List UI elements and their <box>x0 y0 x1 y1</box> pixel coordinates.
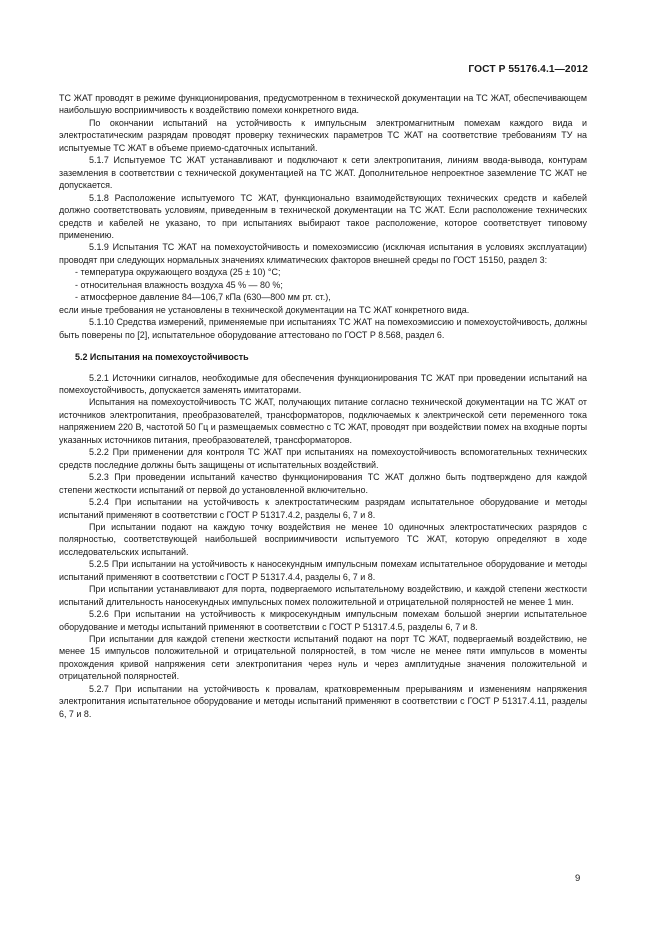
paragraph: 5.1.7 Испытуемое ТС ЖАТ устанавливают и подключают к сети электропитания, линиям ввода-вывода, контурам заземления в соответствии с технической документацией на ТС ЖАТ. Дополнительное непроектное заземление ТС ЖАТ не допускается. <box>59 155 587 191</box>
paragraph: 5.1.9 Испытания ТС ЖАТ на помехоустойчивость и помехоэмиссию (исключая испытания в условиях эксплуатации) проводят при следующих нормальных значениях климатических факторов внешней среды по ГОСТ 15150, раздел 3: <box>59 242 587 265</box>
paragraph: Испытания на помехоустойчивость ТС ЖАТ, получающих питание согласно технической документации на ТС ЖАТ от источников электропитания, преобразователей, трансформаторов, подключаемых к электрической сети переменного тока напряжением 220 В, частотой 50 Гц и размещаемых совместно с ТС ЖАТ, проводят при воздействии помех на входные порты указанных источников питания, преобразователей, трансформаторов. <box>59 397 587 445</box>
paragraph: 5.1.8 Расположение испытуемого ТС ЖАТ, функционально взаимодействующих технических средств и кабелей должно соответствовать условиям, приведенным в технической документации на ТС ЖАТ. Если расположение технических средств и кабелей не указано, то при испытаниях выбирают такое расположение, которое соответствует типовому применению. <box>59 192 587 240</box>
paragraph: 5.2.3 При проведении испытаний качество функционирования ТС ЖАТ должно быть подтверждено для каждой степени жесткости испытаний от первой до установленной включительно. <box>59 472 587 495</box>
paragraph: если иные требования не установлены в технической документации на ТС ЖАТ конкретного вида. <box>59 304 470 315</box>
document-body <box>59 92 587 720</box>
paragraph: 5.2.7 При испытании на устойчивость к провалам, кратковременным прерываниям и изменениям напряжения электропитания испытательное оборудование и методы испытаний применяют в соответствии с ГОСТ Р 51317.4.11, разделы 6, 7 и 8. <box>59 683 587 719</box>
standard-number-header: ГОСТ Р 55176.4.1—2012 <box>468 64 588 75</box>
paragraph: 5.2.1 Источники сигналов, необходимые для обеспечения функционирования ТС ЖАТ при проведении испытаний на помехоустойчивость, допускается заменять имитаторами. <box>59 372 587 395</box>
list-item: - температура окружающего воздуха (25 ± 10) °С; <box>75 267 281 278</box>
paragraph: При испытании устанавливают для порта, подвергаемого испытательному воздействию, и каждой степени жесткости испытаний длительность наносекундных импульсных помех положительной и отрицательной полярностей не менее 1 мин. <box>59 584 587 607</box>
paragraph: 5.2.2 При применении для контроля ТС ЖАТ при испытаниях на помехоустойчивость вспомогательных технических средств последние должны быть защищены от испытательных воздействий. <box>59 447 587 470</box>
paragraph: ТС ЖАТ проводят в режиме функционирования, предусмотренном в технической документации на ТС ЖАТ, обеспечивающем наибольшую восприимчивость к воздействию помехи конкретного вида. <box>59 93 587 116</box>
list-item: - относительная влажность воздуха 45 % — 80 %; <box>75 279 283 290</box>
paragraph: 5.2.4 При испытании на устойчивость к электростатическим разрядам испытательное оборудование и методы испытаний применяют в соответствии с ГОСТ Р 51317.4.2, разделы 6, 7 и 8. <box>59 497 587 520</box>
paragraph: 5.2.6 При испытании на устойчивость к микросекундным импульсным помехам большой энергии испытательное оборудование и методы испытаний применяют в соответствии с ГОСТ Р 51317.4.5, разделы 6, 7 и 8. <box>59 609 587 632</box>
paragraph: При испытании для каждой степени жесткости испытаний подают на порт ТС ЖАТ, подвергаемый воздействию, не менее 15 импульсов положительной и отрицательной полярностей, в том числе не менее пяти импульсов в моменты прохождения кривой напряжения сети электропитания через нуль и через амплитудные значения положительной и отрицательной полярностей. <box>59 634 587 682</box>
list-item: - атмосферное давление 84—106,7 кПа (630—800 мм рт. ст.), <box>75 292 331 303</box>
paragraph: По окончании испытаний на устойчивость к импульсным электромагнитным помехам каждого вида и электростатическим разрядам проводят проверку технических параметров ТС ЖАТ на соответствие требованиям ТУ на испытуемые ТС ЖАТ в объеме приемо-сдаточных испытаний. <box>59 117 587 153</box>
paragraph: 5.1.10 Средства измерений, применяемые при испытаниях ТС ЖАТ на помехоэмиссию и помехоустойчивость, должны быть поверены по [2], испытательное оборудование аттестовано по ГОСТ Р 8.568, раздел 6. <box>59 317 587 340</box>
section-heading: 5.2 Испытания на помехоустойчивость <box>75 352 249 363</box>
page-number: 9 <box>575 873 581 884</box>
paragraph: 5.2.5 При испытании на устойчивость к наносекундным импульсным помехам испытательное оборудование и методы испытаний применяют в соответствии с ГОСТ Р 51317.4.4, разделы 6, 7 и 8. <box>59 559 587 582</box>
paragraph: При испытании подают на каждую точку воздействия не менее 10 одиночных электростатических разрядов с полярностью, соответствующей наибольшей восприимчивости испытуемого ТС ЖАТ, которую определяют в ходе исследовательских испытаний. <box>59 521 587 557</box>
